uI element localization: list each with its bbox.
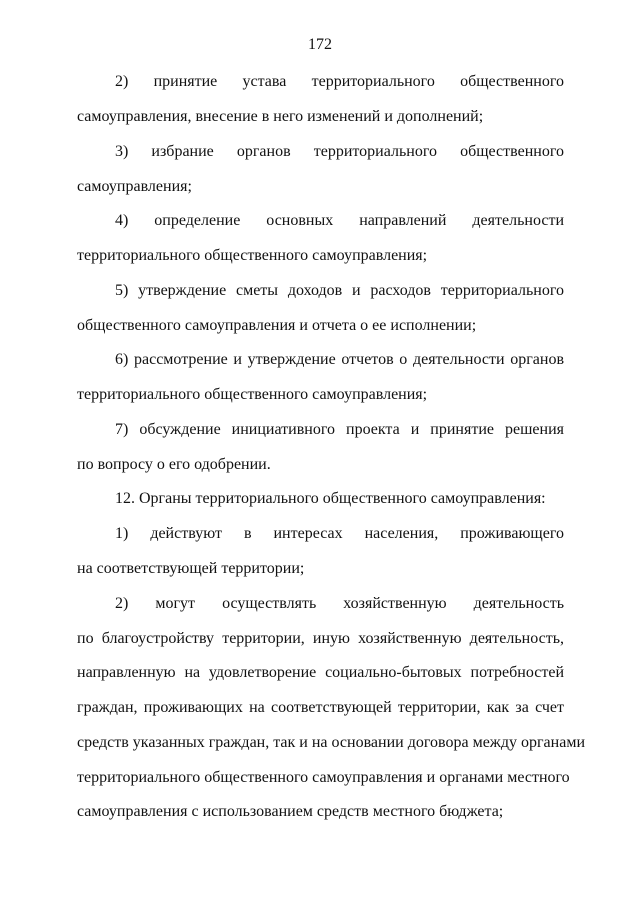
organ-item-2-line-7: самоуправления с использованием средств местного бюджета; xyxy=(77,803,504,820)
list-item-5-line-1: 5) утверждение сметы доходов и расходов территориального xyxy=(115,282,564,299)
list-item-7-line-2: по вопросу о его одобрении. xyxy=(77,456,271,473)
list-item-3-line-2: самоуправления; xyxy=(77,178,192,195)
list-item-4-line-1: 4) определение основных направлений деятельности xyxy=(115,212,564,229)
organ-item-2-line-6: территориального общественного самоуправления и органами местного xyxy=(77,769,570,786)
organ-item-1-line-1: 1) действуют в интересах населения, проживающего xyxy=(115,525,564,542)
page-number: 172 xyxy=(308,36,332,53)
list-item-4-line-2: территориального общественного самоуправления; xyxy=(77,247,428,264)
list-item-2-line-1: 2) принятие устава территориального общественного xyxy=(115,73,564,90)
list-item-2-line-2: самоуправления, внесение в него изменений и дополнений; xyxy=(77,108,484,125)
list-item-7-line-1: 7) обсуждение инициативного проекта и принятие решения xyxy=(115,421,564,438)
list-item-6-line-2: территориального общественного самоуправления; xyxy=(77,386,428,403)
organ-item-2-line-1: 2) могут осуществлять хозяйственную деятельность xyxy=(115,595,564,612)
section-12-heading: 12. Органы территориального общественного самоуправления: xyxy=(115,490,546,507)
list-item-5-line-2: общественного самоуправления и отчета о ее исполнении; xyxy=(77,317,477,334)
organ-item-2-line-4: граждан, проживающих на соответствующей территории, как за счет xyxy=(77,699,564,716)
organ-item-2-line-2: по благоустройству территории, иную хозяйственную деятельность, xyxy=(77,630,564,647)
list-item-6-line-1: 6) рассмотрение и утверждение отчетов о деятельности органов xyxy=(115,351,564,368)
organ-item-2-line-3: направленную на удовлетворение социально-бытовых потребностей xyxy=(77,664,564,681)
organ-item-2-line-5: средств указанных граждан, так и на основании договора между органами xyxy=(77,734,586,751)
organ-item-1-line-2: на соответствующей территории; xyxy=(77,560,305,577)
list-item-3-line-1: 3) избрание органов территориального общественного xyxy=(115,143,564,160)
